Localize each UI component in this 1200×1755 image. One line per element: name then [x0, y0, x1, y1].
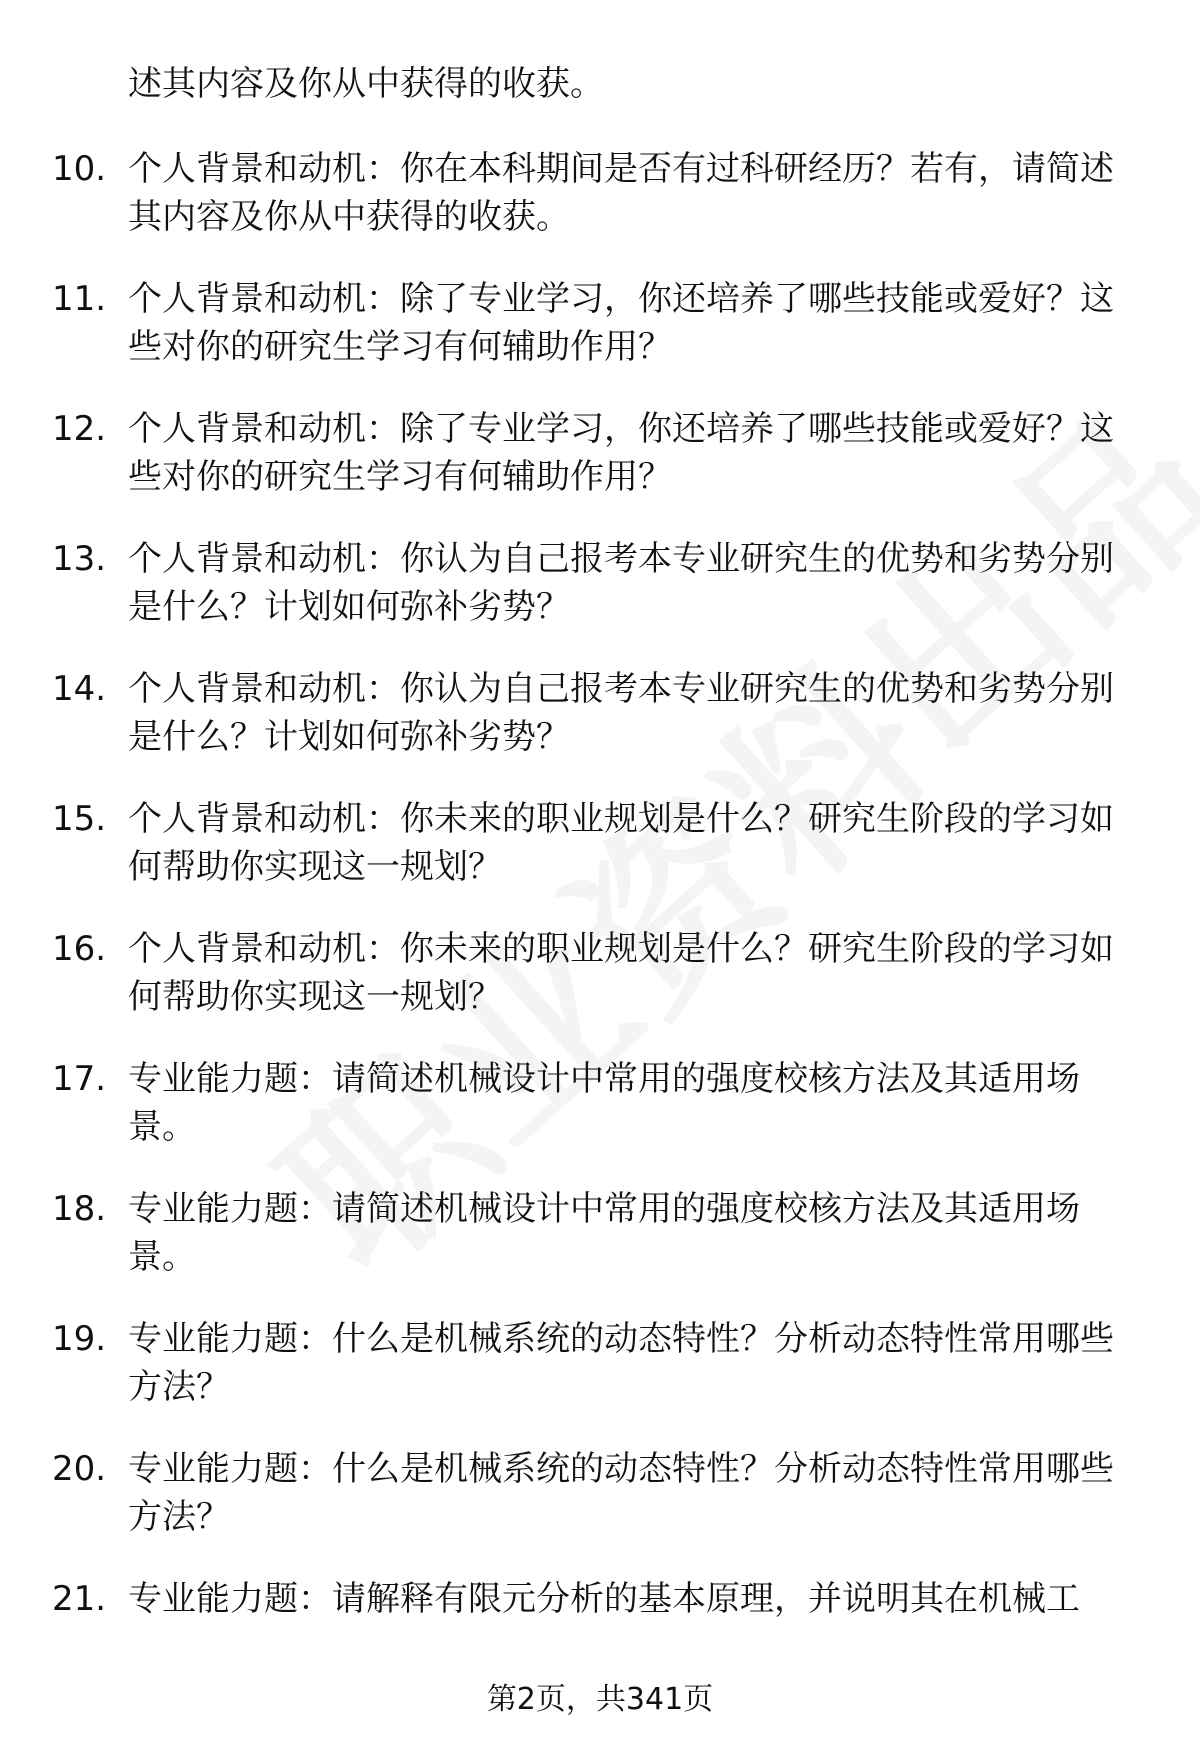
question-number: 19.	[52, 1319, 107, 1359]
question-text: 专业能力题：什么是机械系统的动态特性？分析动态特性常用哪些方法？	[128, 1449, 1114, 1537]
question-number: 17.	[52, 1059, 107, 1099]
question-number: 20.	[52, 1449, 107, 1489]
question-text: 个人背景和动机：除了专业学习，你还培养了哪些技能或爱好？这些对你的研究生学习有何辅助作用？	[128, 409, 1114, 497]
continuation-text: 述其内容及你从中获得的收获。	[128, 64, 604, 104]
question-item	[52, 665, 1142, 795]
question-item	[52, 1315, 1142, 1445]
question-text: 个人背景和动机：你认为自己报考本专业研究生的优势和劣势分别是什么？计划如何弥补劣势？	[128, 539, 1114, 627]
question-number: 11.	[52, 279, 107, 319]
question-item	[52, 1445, 1142, 1575]
question-item	[52, 795, 1142, 925]
question-number: 13.	[52, 539, 107, 579]
question-text: 专业能力题：请解释有限元分析的基本原理，并说明其在机械工	[128, 1579, 1080, 1619]
question-number: 14.	[52, 669, 107, 709]
question-number: 21.	[52, 1579, 107, 1619]
question-number: 12.	[52, 409, 107, 449]
question-item	[52, 275, 1142, 405]
question-number: 10.	[52, 149, 107, 189]
question-text: 个人背景和动机：你未来的职业规划是什么？研究生阶段的学习如何帮助你实现这一规划？	[128, 929, 1114, 1017]
question-text: 个人背景和动机：你认为自己报考本专业研究生的优势和劣势分别是什么？计划如何弥补劣势？	[128, 669, 1114, 757]
question-number: 16.	[52, 929, 107, 969]
question-text: 专业能力题：请简述机械设计中常用的强度校核方法及其适用场景。	[128, 1059, 1080, 1147]
page-footer: 第2页，共341页	[486, 1682, 714, 1717]
question-text: 专业能力题：请简述机械设计中常用的强度校核方法及其适用场景。	[128, 1189, 1080, 1277]
question-text: 专业能力题：什么是机械系统的动态特性？分析动态特性常用哪些方法？	[128, 1319, 1114, 1407]
question-number: 15.	[52, 799, 107, 839]
question-text: 个人背景和动机：你在本科期间是否有过科研经历？若有，请简述其内容及你从中获得的收获。	[128, 149, 1114, 237]
question-item	[52, 405, 1142, 535]
question-text: 个人背景和动机：除了专业学习，你还培养了哪些技能或爱好？这些对你的研究生学习有何辅助作用？	[128, 279, 1114, 367]
question-item	[52, 925, 1142, 1055]
question-item	[52, 1185, 1142, 1315]
question-text: 个人背景和动机：你未来的职业规划是什么？研究生阶段的学习如何帮助你实现这一规划？	[128, 799, 1114, 887]
question-item	[52, 535, 1142, 665]
question-item	[52, 145, 1142, 275]
question-number: 18.	[52, 1189, 107, 1229]
question-list	[52, 145, 1142, 1705]
question-item	[52, 1055, 1142, 1185]
